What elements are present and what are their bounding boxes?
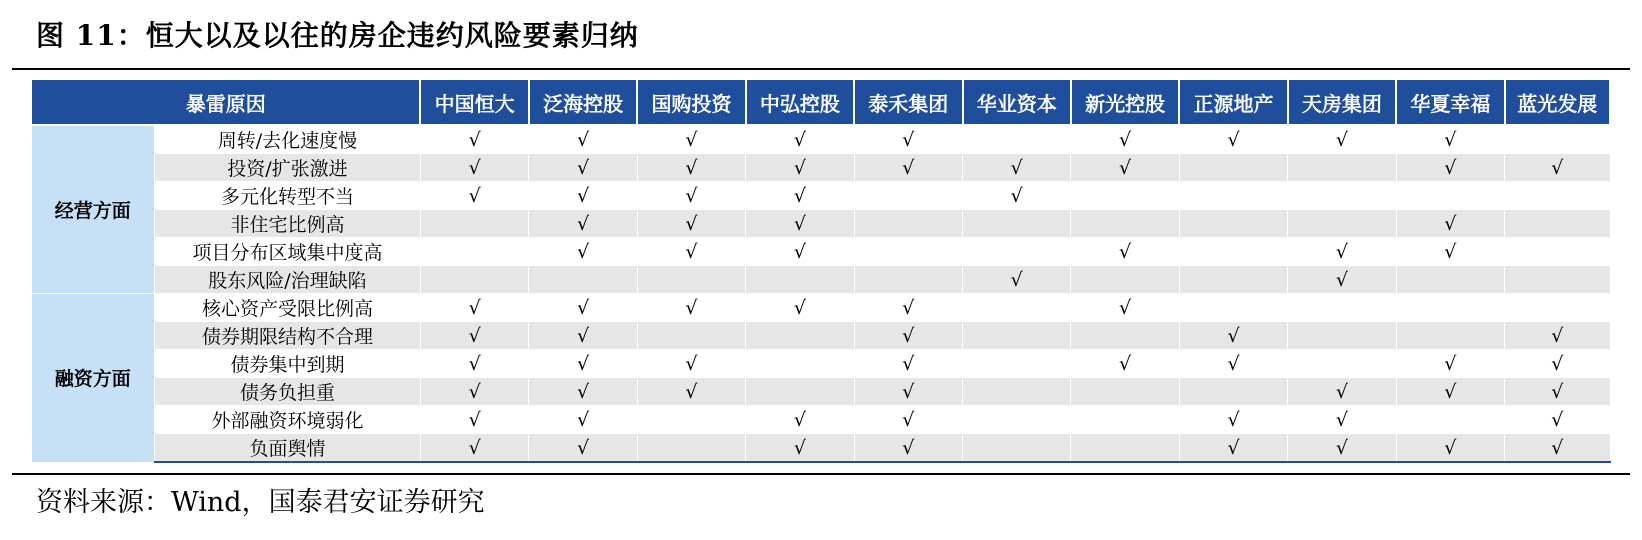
reason-label: 多元化转型不当 <box>154 182 420 210</box>
header-company: 蓝光发展 <box>1505 79 1610 125</box>
empty-cell <box>1396 182 1504 210</box>
check-mark: √ <box>1071 238 1179 266</box>
check-mark: √ <box>529 434 637 463</box>
check-mark: √ <box>420 434 528 463</box>
risk-factor-table <box>30 78 1611 463</box>
reason-label: 投资/扩张激进 <box>154 154 420 182</box>
check-mark: √ <box>529 125 637 154</box>
header-company: 正源地产 <box>1179 79 1287 125</box>
check-mark: √ <box>529 182 637 210</box>
check-mark: √ <box>1396 154 1504 182</box>
empty-cell <box>963 238 1071 266</box>
empty-cell <box>1396 406 1504 434</box>
check-mark: √ <box>746 294 854 322</box>
table-row <box>31 406 1610 434</box>
empty-cell <box>746 322 854 350</box>
empty-cell <box>963 210 1071 238</box>
empty-cell <box>1505 294 1610 322</box>
check-mark: √ <box>1288 434 1396 463</box>
empty-cell <box>637 434 745 463</box>
reason-label: 非住宅比例高 <box>154 210 420 238</box>
check-mark: √ <box>420 182 528 210</box>
header-company: 新光控股 <box>1071 79 1179 125</box>
empty-cell <box>420 238 528 266</box>
check-mark: √ <box>420 294 528 322</box>
check-mark: √ <box>1505 154 1610 182</box>
check-mark: √ <box>1288 406 1396 434</box>
empty-cell <box>1071 182 1179 210</box>
check-mark: √ <box>854 434 962 463</box>
reason-label: 项目分布区域集中度高 <box>154 238 420 266</box>
check-mark: √ <box>963 266 1071 294</box>
empty-cell <box>1505 182 1610 210</box>
check-mark: √ <box>1288 238 1396 266</box>
check-mark: √ <box>854 294 962 322</box>
check-mark: √ <box>420 125 528 154</box>
check-mark: √ <box>420 322 528 350</box>
empty-cell <box>1396 294 1504 322</box>
reason-label: 外部融资环境弱化 <box>154 406 420 434</box>
check-mark: √ <box>1396 434 1504 463</box>
table-row <box>31 434 1610 463</box>
top-rule <box>12 68 1630 70</box>
check-mark: √ <box>1505 322 1610 350</box>
empty-cell <box>1288 322 1396 350</box>
empty-cell <box>1071 210 1179 238</box>
empty-cell <box>1288 210 1396 238</box>
empty-cell <box>1288 294 1396 322</box>
group-label: 经营方面 <box>31 125 154 294</box>
table-row <box>31 266 1610 294</box>
check-mark: √ <box>1396 350 1504 378</box>
check-mark: √ <box>1071 125 1179 154</box>
empty-cell <box>963 294 1071 322</box>
check-mark: √ <box>1288 266 1396 294</box>
check-mark: √ <box>1071 154 1179 182</box>
empty-cell <box>1396 266 1504 294</box>
empty-cell <box>854 182 962 210</box>
empty-cell <box>420 266 528 294</box>
check-mark: √ <box>746 154 854 182</box>
empty-cell <box>1179 210 1287 238</box>
empty-cell <box>1071 322 1179 350</box>
check-mark: √ <box>854 125 962 154</box>
table-row <box>31 238 1610 266</box>
empty-cell <box>1288 154 1396 182</box>
check-mark: √ <box>637 154 745 182</box>
check-mark: √ <box>1288 125 1396 154</box>
check-mark: √ <box>420 350 528 378</box>
table-row <box>31 210 1610 238</box>
check-mark: √ <box>1179 322 1287 350</box>
empty-cell <box>1505 210 1610 238</box>
table-row <box>31 378 1610 406</box>
check-mark: √ <box>854 406 962 434</box>
check-mark: √ <box>1071 294 1179 322</box>
empty-cell <box>854 210 962 238</box>
check-mark: √ <box>746 434 854 463</box>
bottom-rule <box>12 473 1630 475</box>
check-mark: √ <box>420 154 528 182</box>
check-mark: √ <box>529 350 637 378</box>
header-row <box>31 79 1610 125</box>
table-row <box>31 182 1610 210</box>
check-mark: √ <box>1179 434 1287 463</box>
check-mark: √ <box>1179 125 1287 154</box>
check-mark: √ <box>529 378 637 406</box>
reason-label: 股东风险/治理缺陷 <box>154 266 420 294</box>
check-mark: √ <box>1179 350 1287 378</box>
empty-cell <box>1179 238 1287 266</box>
check-mark: √ <box>1505 350 1610 378</box>
empty-cell <box>1396 322 1504 350</box>
empty-cell <box>1179 182 1287 210</box>
check-mark: √ <box>637 182 745 210</box>
check-mark: √ <box>746 125 854 154</box>
group-label: 融资方面 <box>31 294 154 463</box>
empty-cell <box>637 266 745 294</box>
empty-cell <box>1179 154 1287 182</box>
header-company: 华夏幸福 <box>1396 79 1504 125</box>
empty-cell <box>963 322 1071 350</box>
empty-cell <box>637 322 745 350</box>
reason-label: 周转/去化速度慢 <box>154 125 420 154</box>
check-mark: √ <box>529 238 637 266</box>
check-mark: √ <box>1505 434 1610 463</box>
check-mark: √ <box>854 350 962 378</box>
check-mark: √ <box>1505 406 1610 434</box>
header-reason: 暴雷原因 <box>31 79 420 125</box>
check-mark: √ <box>963 182 1071 210</box>
empty-cell <box>529 266 637 294</box>
check-mark: √ <box>637 210 745 238</box>
empty-cell <box>1288 182 1396 210</box>
check-mark: √ <box>529 322 637 350</box>
table-body <box>31 125 1610 462</box>
check-mark: √ <box>529 294 637 322</box>
empty-cell <box>854 266 962 294</box>
empty-cell <box>1179 294 1287 322</box>
check-mark: √ <box>1505 378 1610 406</box>
empty-cell <box>854 238 962 266</box>
check-mark: √ <box>746 210 854 238</box>
check-mark: √ <box>637 378 745 406</box>
check-mark: √ <box>637 294 745 322</box>
empty-cell <box>746 378 854 406</box>
figure-title: 图 11：恒大以及以往的房企违约风险要素归纳 <box>36 19 639 52</box>
check-mark: √ <box>1396 210 1504 238</box>
empty-cell <box>746 350 854 378</box>
empty-cell <box>1071 434 1179 463</box>
empty-cell <box>1071 266 1179 294</box>
header-company: 国购投资 <box>637 79 745 125</box>
header-company: 中弘控股 <box>746 79 854 125</box>
check-mark: √ <box>420 378 528 406</box>
table-row <box>31 322 1610 350</box>
check-mark: √ <box>854 378 962 406</box>
empty-cell <box>1179 266 1287 294</box>
source-note: 资料来源：Wind，国泰君安证券研究 <box>36 487 485 518</box>
check-mark: √ <box>854 322 962 350</box>
check-mark: √ <box>1071 350 1179 378</box>
check-mark: √ <box>746 182 854 210</box>
table-row <box>31 154 1610 182</box>
check-mark: √ <box>1396 238 1504 266</box>
empty-cell <box>1071 378 1179 406</box>
check-mark: √ <box>637 125 745 154</box>
check-mark: √ <box>529 154 637 182</box>
empty-cell <box>420 210 528 238</box>
header-company: 天房集团 <box>1288 79 1396 125</box>
header-company: 泛海控股 <box>529 79 637 125</box>
reason-label: 债券期限结构不合理 <box>154 322 420 350</box>
empty-cell <box>1505 125 1610 154</box>
check-mark: √ <box>529 406 637 434</box>
empty-cell <box>1505 238 1610 266</box>
empty-cell <box>963 406 1071 434</box>
check-mark: √ <box>1288 378 1396 406</box>
empty-cell <box>637 406 745 434</box>
check-mark: √ <box>1396 378 1504 406</box>
check-mark: √ <box>529 210 637 238</box>
header-company: 华业资本 <box>963 79 1071 125</box>
check-mark: √ <box>854 154 962 182</box>
check-mark: √ <box>746 406 854 434</box>
reason-label: 核心资产受限比例高 <box>154 294 420 322</box>
empty-cell <box>963 125 1071 154</box>
check-mark: √ <box>420 406 528 434</box>
reason-label: 债务负担重 <box>154 378 420 406</box>
header-company: 泰禾集团 <box>854 79 962 125</box>
check-mark: √ <box>746 238 854 266</box>
reason-label: 负面舆情 <box>154 434 420 463</box>
empty-cell <box>963 378 1071 406</box>
check-mark: √ <box>637 238 745 266</box>
empty-cell <box>963 350 1071 378</box>
check-mark: √ <box>637 350 745 378</box>
empty-cell <box>1505 266 1610 294</box>
check-mark: √ <box>1179 406 1287 434</box>
table-row <box>31 125 1610 154</box>
empty-cell <box>1071 406 1179 434</box>
empty-cell <box>1179 378 1287 406</box>
check-mark: √ <box>1396 125 1504 154</box>
reason-label: 债券集中到期 <box>154 350 420 378</box>
check-mark: √ <box>963 154 1071 182</box>
header-company: 中国恒大 <box>420 79 528 125</box>
table-row <box>31 350 1610 378</box>
table-row <box>31 294 1610 322</box>
empty-cell <box>963 434 1071 463</box>
empty-cell <box>1288 350 1396 378</box>
empty-cell <box>746 266 854 294</box>
